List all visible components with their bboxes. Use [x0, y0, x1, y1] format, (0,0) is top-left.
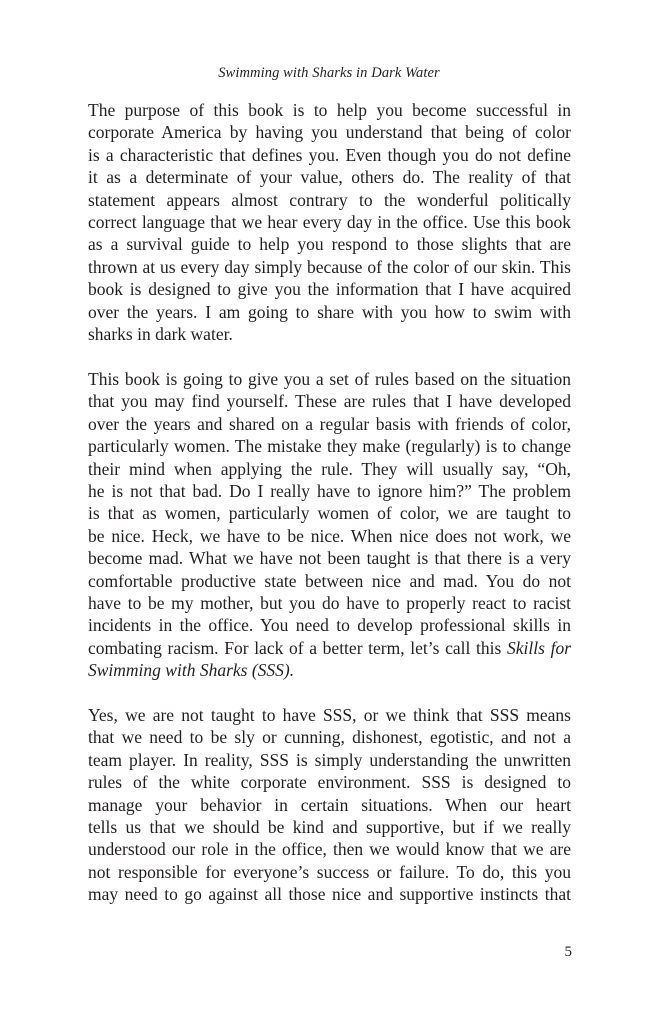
text-line: it as a determinate of your value, others do. The reality of that [88, 167, 571, 188]
running-head: Swimming with Sharks in Dark Water [218, 65, 440, 81]
text-line: rules of the white corporate environment. SSS is designed to [88, 772, 571, 793]
text-line: statement appears almost contrary to the wonderful politically [88, 189, 571, 210]
text-line [88, 659, 571, 681]
text-line: that we need to be sly or cunning, dishonest, egotistic, and not a [88, 727, 571, 748]
text-line: over the years. I am going to share with you how to swim with [88, 301, 571, 322]
text-line: manage your behavior in certain situations. When our heart [88, 794, 571, 815]
paragraph-3 [88, 704, 571, 906]
text-line: incidents in the office. You need to develop professional skills in [88, 615, 571, 636]
text-line: over the years and shared on a regular basis with friends of color, [88, 413, 571, 434]
text-line: book is designed to give you the information that I have acquired [88, 279, 571, 300]
page-number: 5 [564, 944, 572, 960]
text-line: that you may find yourself. These are rules that I have developed [88, 391, 571, 412]
skills-term-italic-continued: Swimming with Sharks (SSS). [88, 660, 295, 681]
paragraph-1 [88, 99, 571, 345]
text-line: is that as women, particularly women of color, we are taught to [88, 503, 571, 524]
paragraph-2 [88, 368, 571, 681]
text-line: Yes, we are not taught to have SSS, or we think that SSS means [88, 705, 571, 725]
text-line: thrown at us every day simply because of the color of our skin. This [88, 256, 571, 277]
text-line [88, 637, 571, 659]
text-line: tells us that we should be kind and supportive, but if we really [88, 816, 571, 837]
text-line: sharks in dark water. [88, 323, 233, 344]
text-line: team player. In reality, SSS is simply understanding the unwritten [88, 749, 571, 770]
text-line-prefix: combating racism. For lack of a better term, let’s call this [88, 637, 507, 658]
text-line: may need to go against all those nice and supportive instincts that [88, 884, 571, 905]
text-line: their mind when applying the rule. They will usually say, “Oh, [88, 458, 571, 479]
text-line: be nice. Heck, we have to be nice. When nice does not work, we [88, 525, 571, 546]
skills-term-italic: Skills for [507, 637, 572, 658]
text-line: understood our role in the office, then we would know that we are [88, 839, 571, 860]
text-line: This book is going to give you a set of rules based on the situation [88, 369, 571, 389]
text-line: The purpose of this book is to help you become successful in [88, 100, 571, 120]
text-line: is a characteristic that defines you. Even though you do not define [88, 144, 571, 165]
text-line: comfortable productive state between nice and mad. You do not [88, 570, 571, 591]
text-line: correct language that we hear every day in the office. Use this book [88, 211, 571, 232]
text-line: corporate America by having you understand that being of color [88, 122, 571, 143]
text-line: particularly women. The mistake they make (regularly) is to change [88, 436, 571, 457]
text-line: have to be my mother, but you do have to properly react to racist [88, 592, 571, 613]
text-line: become mad. What we have not been taught is that there is a very [88, 548, 571, 569]
text-line: not responsible for everyone’s success or failure. To do, this you [88, 861, 571, 882]
text-line: he is not that bad. Do I really have to ignore him?” The problem [88, 480, 571, 501]
text-line: as a survival guide to help you respond to those slights that are [88, 234, 571, 255]
